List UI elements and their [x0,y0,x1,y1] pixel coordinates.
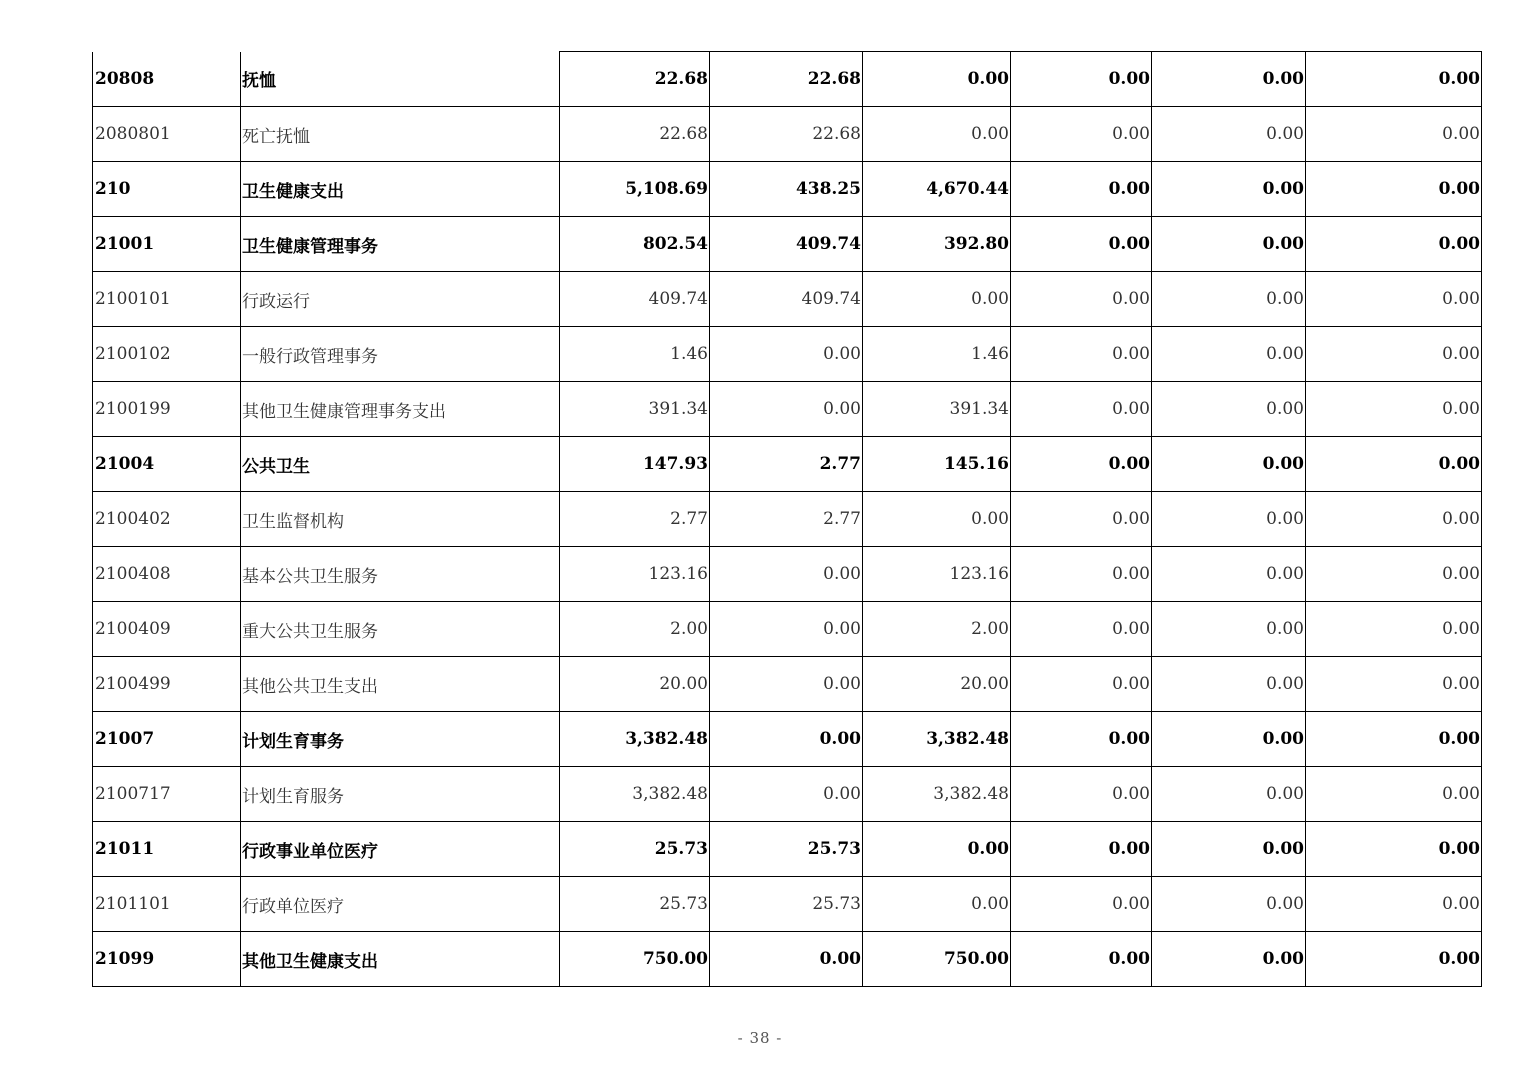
cell-value-6: 0.00 [1306,162,1482,217]
cell-code: 20808 [93,52,241,107]
cell-value-3: 0.00 [863,877,1011,932]
cell-value-3: 145.16 [863,437,1011,492]
table-row [93,767,1482,822]
cell-value-1: 25.73 [560,877,710,932]
cell-value-3: 0.00 [863,822,1011,877]
cell-value-2: 25.73 [710,822,863,877]
cell-value-3: 392.80 [863,217,1011,272]
cell-value-2: 22.68 [710,107,863,162]
cell-value-6: 0.00 [1306,602,1482,657]
cell-value-5: 0.00 [1152,547,1306,602]
table-row [93,492,1482,547]
cell-value-5: 0.00 [1152,107,1306,162]
table-row [93,877,1482,932]
cell-value-1: 3,382.48 [560,712,710,767]
cell-value-6: 0.00 [1306,547,1482,602]
budget-table [92,51,1482,987]
cell-value-6: 0.00 [1306,217,1482,272]
cell-value-1: 22.68 [560,107,710,162]
table-row [93,52,1482,107]
cell-code: 21007 [93,712,241,767]
cell-value-3: 123.16 [863,547,1011,602]
cell-value-6: 0.00 [1306,52,1482,107]
cell-value-4: 0.00 [1011,547,1152,602]
cell-value-1: 20.00 [560,657,710,712]
cell-value-3: 3,382.48 [863,767,1011,822]
cell-code: 2101101 [93,877,241,932]
cell-value-2: 0.00 [710,932,863,987]
cell-code: 2100499 [93,657,241,712]
cell-value-1: 409.74 [560,272,710,327]
cell-value-3: 1.46 [863,327,1011,382]
table-row [93,217,1482,272]
table-row [93,602,1482,657]
table-row [93,822,1482,877]
cell-value-1: 2.77 [560,492,710,547]
table-row [93,327,1482,382]
cell-name: 一般行政管理事务 [241,327,560,382]
cell-value-2: 409.74 [710,272,863,327]
table-row [93,932,1482,987]
cell-name: 行政事业单位医疗 [241,822,560,877]
table-row [93,382,1482,437]
cell-code: 21004 [93,437,241,492]
cell-value-5: 0.00 [1152,52,1306,107]
cell-name: 重大公共卫生服务 [241,602,560,657]
cell-value-4: 0.00 [1011,932,1152,987]
cell-name: 计划生育事务 [241,712,560,767]
cell-value-1: 391.34 [560,382,710,437]
table-row [93,547,1482,602]
cell-value-6: 0.00 [1306,767,1482,822]
cell-value-3: 3,382.48 [863,712,1011,767]
cell-code: 2100102 [93,327,241,382]
cell-value-5: 0.00 [1152,272,1306,327]
cell-value-4: 0.00 [1011,382,1152,437]
cell-name: 其他公共卫生支出 [241,657,560,712]
cell-value-3: 0.00 [863,52,1011,107]
cell-value-6: 0.00 [1306,327,1482,382]
cell-value-5: 0.00 [1152,382,1306,437]
cell-name: 基本公共卫生服务 [241,547,560,602]
cell-value-6: 0.00 [1306,932,1482,987]
cell-value-5: 0.00 [1152,602,1306,657]
cell-name: 计划生育服务 [241,767,560,822]
cell-value-4: 0.00 [1011,272,1152,327]
cell-value-4: 0.00 [1011,767,1152,822]
cell-value-2: 438.25 [710,162,863,217]
cell-value-6: 0.00 [1306,657,1482,712]
cell-value-1: 123.16 [560,547,710,602]
table-row [93,272,1482,327]
cell-value-1: 2.00 [560,602,710,657]
cell-value-1: 1.46 [560,327,710,382]
cell-value-3: 391.34 [863,382,1011,437]
cell-value-2: 2.77 [710,437,863,492]
cell-value-1: 147.93 [560,437,710,492]
cell-value-1: 750.00 [560,932,710,987]
cell-code: 2080801 [93,107,241,162]
cell-code: 2100408 [93,547,241,602]
page-number: - 38 - [737,1029,783,1047]
cell-value-3: 4,670.44 [863,162,1011,217]
cell-value-2: 2.77 [710,492,863,547]
cell-value-4: 0.00 [1011,327,1152,382]
cell-code: 21001 [93,217,241,272]
cell-value-1: 5,108.69 [560,162,710,217]
cell-code: 2100402 [93,492,241,547]
cell-value-4: 0.00 [1011,107,1152,162]
cell-name: 卫生健康支出 [241,162,560,217]
cell-value-2: 0.00 [710,602,863,657]
table-row [93,107,1482,162]
cell-value-6: 0.00 [1306,492,1482,547]
cell-value-4: 0.00 [1011,437,1152,492]
cell-value-4: 0.00 [1011,602,1152,657]
cell-value-6: 0.00 [1306,822,1482,877]
cell-value-4: 0.00 [1011,657,1152,712]
cell-value-5: 0.00 [1152,162,1306,217]
cell-value-5: 0.00 [1152,327,1306,382]
cell-name: 其他卫生健康管理事务支出 [241,382,560,437]
table-row [93,712,1482,767]
cell-code: 21099 [93,932,241,987]
cell-value-5: 0.00 [1152,712,1306,767]
cell-value-1: 22.68 [560,52,710,107]
cell-value-6: 0.00 [1306,382,1482,437]
cell-name: 其他卫生健康支出 [241,932,560,987]
cell-value-2: 0.00 [710,382,863,437]
cell-value-1: 3,382.48 [560,767,710,822]
cell-value-5: 0.00 [1152,492,1306,547]
cell-name: 卫生健康管理事务 [241,217,560,272]
cell-value-2: 0.00 [710,327,863,382]
table-row [93,162,1482,217]
cell-value-6: 0.00 [1306,712,1482,767]
cell-value-5: 0.00 [1152,217,1306,272]
cell-value-4: 0.00 [1011,877,1152,932]
cell-value-3: 0.00 [863,272,1011,327]
cell-code: 2100409 [93,602,241,657]
cell-code: 2100101 [93,272,241,327]
cell-value-3: 0.00 [863,107,1011,162]
cell-name: 公共卫生 [241,437,560,492]
cell-value-2: 0.00 [710,712,863,767]
cell-value-3: 20.00 [863,657,1011,712]
cell-value-1: 802.54 [560,217,710,272]
cell-value-2: 22.68 [710,52,863,107]
cell-code: 2100717 [93,767,241,822]
cell-value-5: 0.00 [1152,437,1306,492]
cell-name: 行政单位医疗 [241,877,560,932]
cell-name: 死亡抚恤 [241,107,560,162]
cell-value-2: 0.00 [710,767,863,822]
cell-value-5: 0.00 [1152,877,1306,932]
table-row [93,437,1482,492]
cell-value-4: 0.00 [1011,162,1152,217]
cell-value-2: 0.00 [710,657,863,712]
cell-value-6: 0.00 [1306,437,1482,492]
cell-value-6: 0.00 [1306,107,1482,162]
cell-value-2: 0.00 [710,547,863,602]
cell-value-5: 0.00 [1152,822,1306,877]
cell-value-3: 750.00 [863,932,1011,987]
cell-value-4: 0.00 [1011,492,1152,547]
cell-value-4: 0.00 [1011,712,1152,767]
cell-name: 卫生监督机构 [241,492,560,547]
cell-name: 行政运行 [241,272,560,327]
cell-value-3: 0.00 [863,492,1011,547]
cell-value-4: 0.00 [1011,52,1152,107]
cell-value-4: 0.00 [1011,217,1152,272]
cell-value-5: 0.00 [1152,657,1306,712]
cell-value-5: 0.00 [1152,932,1306,987]
cell-value-3: 2.00 [863,602,1011,657]
cell-code: 2100199 [93,382,241,437]
cell-value-6: 0.00 [1306,272,1482,327]
cell-value-5: 0.00 [1152,767,1306,822]
cell-value-2: 25.73 [710,877,863,932]
table-row [93,657,1482,712]
cell-value-4: 0.00 [1011,822,1152,877]
cell-value-6: 0.00 [1306,877,1482,932]
cell-value-2: 409.74 [710,217,863,272]
table-body [93,52,1482,987]
cell-value-1: 25.73 [560,822,710,877]
cell-code: 210 [93,162,241,217]
cell-name: 抚恤 [241,52,560,107]
cell-code: 21011 [93,822,241,877]
